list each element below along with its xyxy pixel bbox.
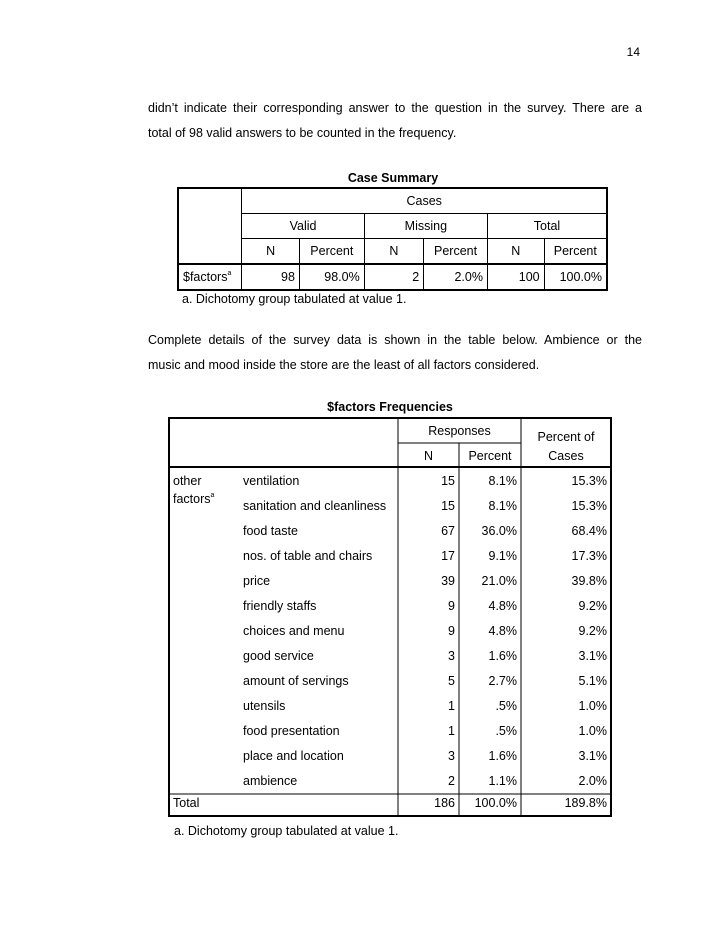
factor-percent-of-cases: 3.1%	[578, 749, 607, 763]
sub-header: Percent	[544, 239, 607, 265]
cases-header: Cases	[242, 188, 607, 214]
factor-percent-of-cases: 1.0%	[578, 699, 607, 713]
total-cases: 189.8%	[564, 796, 607, 810]
factor-percent-of-cases: 39.8%	[571, 574, 607, 588]
factor-n: 15	[441, 474, 455, 488]
total-label: Total	[173, 796, 200, 810]
factor-n: 39	[441, 574, 455, 588]
factor-n: 67	[441, 524, 455, 538]
case-summary-footnote: a. Dichotomy group tabulated at value 1.	[182, 292, 407, 306]
value-cell: 2.0%	[424, 264, 488, 290]
factor-n: 17	[441, 549, 455, 563]
group-label-line1: other	[173, 474, 202, 488]
middle-line: music and mood inside the store are the least of all factors considered.	[148, 358, 540, 372]
factor-percent: .5%	[495, 724, 517, 738]
sub-header: N	[364, 239, 423, 265]
factor-percent: .5%	[495, 699, 517, 713]
value-cell: 100	[487, 264, 544, 290]
factor-n: 1	[448, 699, 455, 713]
factor-percent-of-cases: 5.1%	[578, 674, 607, 688]
factor-percent: 4.8%	[488, 599, 517, 613]
factor-label: friendly staffs	[243, 599, 317, 613]
value-cell: 100.0%	[544, 264, 607, 290]
frequencies-title: $factors Frequencies	[327, 400, 453, 414]
factor-label: price	[243, 574, 271, 588]
factor-n: 9	[448, 624, 455, 638]
factor-label: nos. of table and chairs	[243, 549, 373, 563]
factor-label: food taste	[243, 524, 298, 538]
percent-of-cases-header-line1: Percent of	[537, 430, 595, 444]
value-cell: 98.0%	[299, 264, 364, 290]
total-header: Total	[487, 214, 607, 239]
factor-n: 9	[448, 599, 455, 613]
n-header: N	[423, 449, 434, 463]
factor-n: 1	[448, 724, 455, 738]
factor-label: place and location	[243, 749, 344, 763]
factor-percent-of-cases: 15.3%	[571, 474, 607, 488]
missing-header: Missing	[364, 214, 487, 239]
factor-percent-of-cases: 17.3%	[571, 549, 607, 563]
responses-header: Responses	[428, 424, 491, 438]
factor-percent-of-cases: 9.2%	[578, 624, 607, 638]
factor-percent: 21.0%	[481, 574, 517, 588]
factor-percent: 2.7%	[488, 674, 517, 688]
sub-header: Percent	[424, 239, 488, 265]
percent-header: Percent	[468, 449, 512, 463]
factor-label: ambience	[243, 774, 298, 788]
intro-line: didn’t indicate their corresponding answer to the question in the survey. There are a	[148, 101, 642, 115]
factor-percent: 1.6%	[488, 649, 517, 663]
middle-line: Complete details of the survey data is shown in the table below. Ambience or the	[148, 333, 642, 347]
factor-percent-of-cases: 9.2%	[578, 599, 607, 613]
factor-n: 15	[441, 499, 455, 513]
valid-header: Valid	[242, 214, 364, 239]
sub-header: N	[487, 239, 544, 265]
factor-percent: 8.1%	[488, 474, 517, 488]
factor-percent-of-cases: 15.3%	[571, 499, 607, 513]
page-number: 14	[626, 45, 640, 59]
frequencies-footnote: a. Dichotomy group tabulated at value 1.	[174, 824, 399, 838]
factor-percent-of-cases: 3.1%	[578, 649, 607, 663]
factor-label: ventilation	[243, 474, 300, 488]
factor-percent-of-cases: 68.4%	[571, 524, 607, 538]
factor-percent: 1.6%	[488, 749, 517, 763]
factor-label: food presentation	[243, 724, 340, 738]
factor-n: 5	[448, 674, 455, 688]
total-percent: 100.0%	[474, 796, 517, 810]
sub-header: N	[242, 239, 300, 265]
factor-percent-of-cases: 1.0%	[578, 724, 607, 738]
factor-label: choices and menu	[243, 624, 345, 638]
value-cell: 98	[242, 264, 300, 290]
factor-percent: 9.1%	[488, 549, 517, 563]
factor-percent: 8.1%	[488, 499, 517, 513]
sub-header: Percent	[299, 239, 364, 265]
factor-percent: 1.1%	[488, 774, 517, 788]
factor-n: 3	[448, 649, 455, 663]
group-label-line2: factors$^a$	[173, 492, 215, 506]
case-summary-title: Case Summary	[347, 171, 439, 185]
factor-percent-of-cases: 2.0%	[578, 774, 607, 788]
factor-n: 3	[448, 749, 455, 763]
factor-n: 2	[448, 774, 455, 788]
row-label: $factors$^a$	[178, 264, 242, 290]
intro-line: total of 98 valid answers to be counted in the frequency.	[148, 126, 457, 140]
factor-percent: 4.8%	[488, 624, 517, 638]
factor-label: good service	[243, 649, 314, 663]
factor-percent: 36.0%	[481, 524, 517, 538]
factor-label: sanitation and cleanliness	[243, 499, 387, 513]
total-n: 186	[434, 796, 455, 810]
factor-label: utensils	[243, 699, 286, 713]
value-cell: 2	[364, 264, 423, 290]
percent-of-cases-header-line2: Cases	[548, 449, 584, 463]
factor-label: amount of servings	[243, 674, 349, 688]
